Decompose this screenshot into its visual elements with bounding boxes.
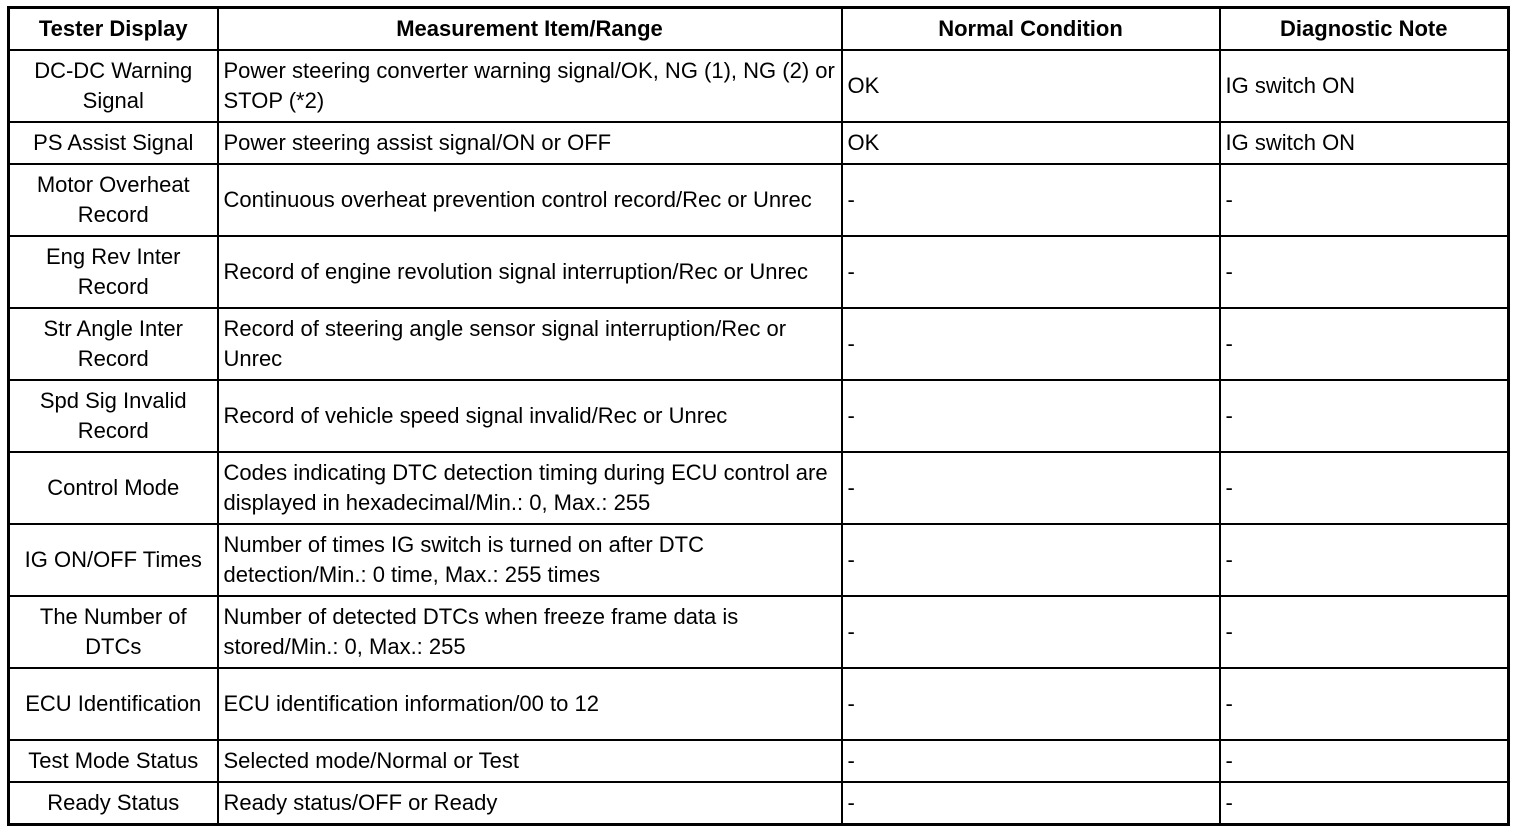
diagnostic-note-cell: -	[1220, 524, 1509, 596]
normal-condition-cell: -	[842, 524, 1220, 596]
normal-condition-cell: -	[842, 596, 1220, 668]
tester-display-cell: ECU Identification	[9, 668, 218, 740]
measurement-cell: Number of times IG switch is turned on after DTC detection/Min.: 0 time, Max.: 255 times	[218, 524, 842, 596]
tester-display-cell: Control Mode	[9, 452, 218, 524]
measurement-cell: Codes indicating DTC detection timing during ECU control are displayed in hexadecimal/Min.: 0, Max.: 255	[218, 452, 842, 524]
diagnostic-note-cell: -	[1220, 668, 1509, 740]
measurement-cell: Number of detected DTCs when freeze frame data is stored/Min.: 0, Max.: 255	[218, 596, 842, 668]
tester-display-cell: Eng Rev Inter Record	[9, 236, 218, 308]
diagnostic-note-cell: -	[1220, 236, 1509, 308]
table-row	[9, 782, 1509, 825]
tester-display-cell: Spd Sig Invalid Record	[9, 380, 218, 452]
table-row	[9, 164, 1509, 236]
tester-display-cell: The Number of DTCs	[9, 596, 218, 668]
measurement-cell: Record of steering angle sensor signal interruption/Rec or Unrec	[218, 308, 842, 380]
table-row	[9, 596, 1509, 668]
diagnostic-note-cell: -	[1220, 164, 1509, 236]
diagnostic-note-cell: -	[1220, 782, 1509, 825]
header-diagnostic-note: Diagnostic Note	[1220, 8, 1509, 51]
tester-display-cell: IG ON/OFF Times	[9, 524, 218, 596]
normal-condition-cell: -	[842, 308, 1220, 380]
tester-display-cell: Ready Status	[9, 782, 218, 825]
measurement-cell: Record of vehicle speed signal invalid/Rec or Unrec	[218, 380, 842, 452]
table-row	[9, 50, 1509, 122]
table-row	[9, 524, 1509, 596]
diagnostic-note-cell: -	[1220, 452, 1509, 524]
measurement-cell: Record of engine revolution signal interruption/Rec or Unrec	[218, 236, 842, 308]
measurement-cell: Selected mode/Normal or Test	[218, 740, 842, 782]
diagnostic-note-cell: -	[1220, 740, 1509, 782]
measurement-cell: Power steering converter warning signal/OK, NG (1), NG (2) or STOP (*2)	[218, 50, 842, 122]
header-tester-display: Tester Display	[9, 8, 218, 51]
normal-condition-cell: -	[842, 668, 1220, 740]
table-row	[9, 668, 1509, 740]
tester-display-cell: DC-DC Warning Signal	[9, 50, 218, 122]
header-normal-condition: Normal Condition	[842, 8, 1220, 51]
tester-display-cell: PS Assist Signal	[9, 122, 218, 164]
table-row	[9, 122, 1509, 164]
normal-condition-cell: OK	[842, 50, 1220, 122]
diagnostic-note-cell: IG switch ON	[1220, 122, 1509, 164]
tester-display-cell: Motor Overheat Record	[9, 164, 218, 236]
diagnostic-note-cell: IG switch ON	[1220, 50, 1509, 122]
normal-condition-cell: -	[842, 452, 1220, 524]
measurement-cell: ECU identification information/00 to 12	[218, 668, 842, 740]
table-row	[9, 236, 1509, 308]
table-row	[9, 452, 1509, 524]
diagnostic-note-cell: -	[1220, 596, 1509, 668]
tester-display-cell: Str Angle Inter Record	[9, 308, 218, 380]
table-row	[9, 308, 1509, 380]
measurement-cell: Continuous overheat prevention control record/Rec or Unrec	[218, 164, 842, 236]
table-row	[9, 380, 1509, 452]
data-list-table	[7, 6, 1510, 826]
normal-condition-cell: -	[842, 164, 1220, 236]
table-row	[9, 740, 1509, 782]
diagnostic-note-cell: -	[1220, 380, 1509, 452]
measurement-cell: Power steering assist signal/ON or OFF	[218, 122, 842, 164]
normal-condition-cell: -	[842, 380, 1220, 452]
normal-condition-cell: -	[842, 740, 1220, 782]
normal-condition-cell: -	[842, 782, 1220, 825]
tester-display-cell: Test Mode Status	[9, 740, 218, 782]
header-measurement-item: Measurement Item/Range	[218, 8, 842, 51]
measurement-cell: Ready status/OFF or Ready	[218, 782, 842, 825]
normal-condition-cell: -	[842, 236, 1220, 308]
diagnostic-note-cell: -	[1220, 308, 1509, 380]
header-row	[9, 8, 1509, 51]
normal-condition-cell: OK	[842, 122, 1220, 164]
